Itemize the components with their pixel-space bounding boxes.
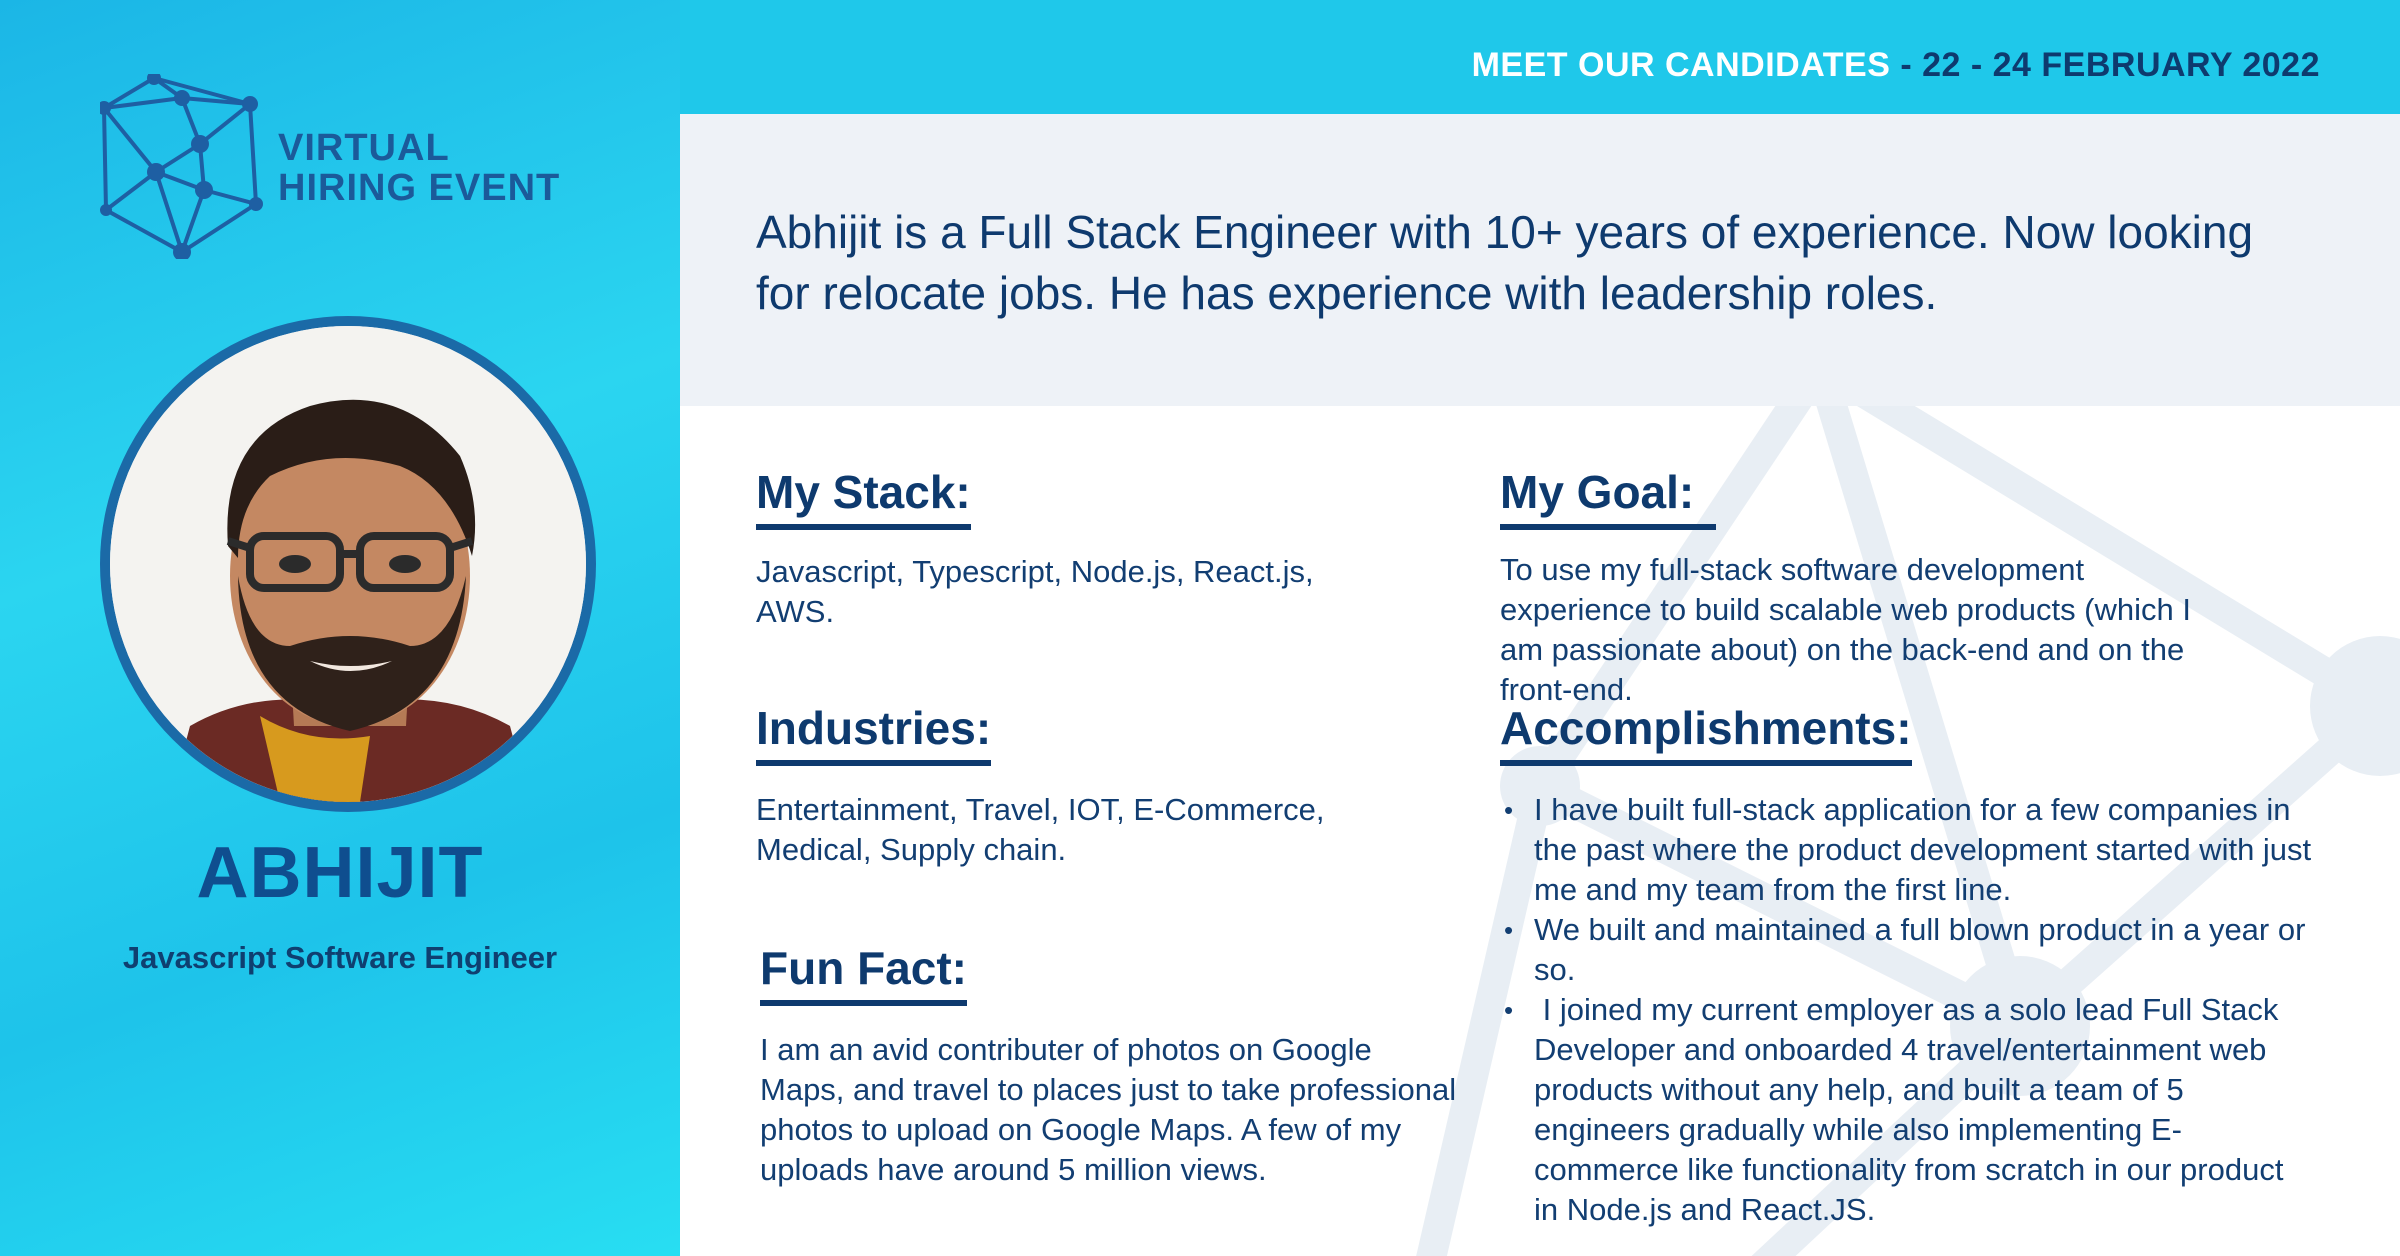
goal-text: To use my full-stack software development experience to build scalable web products (which I am passionate about) on the back-end and on the front-end. (1500, 552, 2191, 707)
event-logo-text (278, 128, 560, 208)
accomplishment-item: • I have built full-stack application for a few companies in the past where the product development started with just me and my team from the first line. (1534, 790, 2314, 910)
candidate-role: Javascript Software Engineer (122, 940, 558, 975)
banner-title (1472, 46, 2320, 85)
left-panel (0, 0, 680, 1256)
logo-line-2: HIRING EVENT (278, 167, 561, 209)
candidate-photo (110, 326, 586, 802)
accomplishments-list (1494, 790, 2314, 1230)
candidate-photo-frame (100, 316, 596, 812)
accomplishment-item: • We built and maintained a full blown product in a year or so. (1534, 910, 2314, 990)
candidate-name: ABHIJIT (196, 833, 484, 913)
banner-prefix: MEET OUR CANDIDATES (1471, 46, 1891, 84)
network-logo-icon (100, 74, 266, 259)
portrait-illustration (110, 326, 586, 802)
stack-heading: My Stack: (756, 466, 971, 530)
top-banner (680, 0, 2400, 114)
accomplishments-heading: Accomplishments: (1500, 702, 1912, 766)
fun-fact-text: I am an avid contributer of photos on Google Maps, and travel to places just to take professional photos to upload on Google Maps. A few of my uploads have around 5 million views. (760, 1032, 1457, 1187)
industries-heading: Industries: (756, 702, 991, 766)
industries-text: Entertainment, Travel, IOT, E-Commerce, Medical, Supply chain. (756, 792, 1325, 867)
goal-heading: My Goal: (1500, 466, 1716, 530)
fun-fact-heading: Fun Fact: (760, 942, 967, 1006)
content-area (680, 406, 2400, 1256)
banner-dates: - 22 - 24 FEBRUARY 2022 (1890, 46, 2320, 84)
stack-text: Javascript, Typescript, Node.js, React.js, AWS. (756, 554, 1314, 629)
candidate-summary: Abhijit is a Full Stack Engineer with 10+ years of experience. Now looking for relocate jobs. He has experience with leadership roles. (756, 206, 2254, 319)
intro-band (680, 114, 2400, 406)
logo-line-1: VIRTUAL (278, 127, 450, 169)
accomplishment-item: • I joined my current employer as a solo lead Full Stack Developer and onboarded 4 travel/entertainment web products without any help, and built a team of 5 engineers gradually while also implementing E-commerce like functionality from scratch in our product in Node.js and React.JS. (1534, 990, 2314, 1230)
